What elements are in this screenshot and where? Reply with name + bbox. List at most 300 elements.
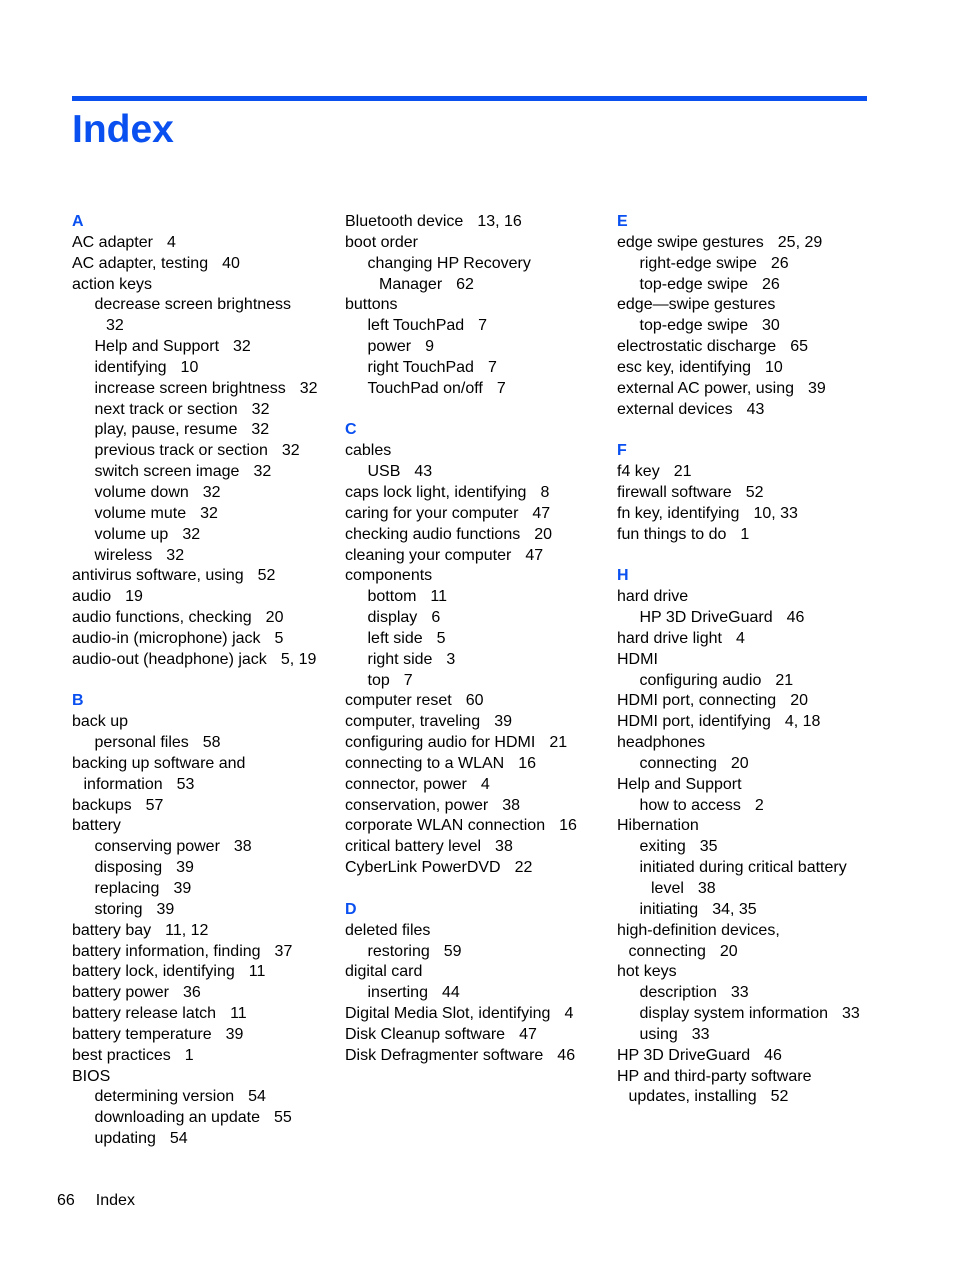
index-entry [72, 233, 318, 254]
index-entry [617, 504, 860, 525]
index-subentry [345, 942, 577, 963]
index-entry-continuation [617, 942, 860, 963]
index-subentry [617, 608, 860, 629]
page-reference: 4 [564, 1005, 574, 1023]
index-entry [345, 504, 577, 525]
index-subentry [345, 379, 577, 400]
index-entry [617, 525, 860, 546]
page-reference: 32 [202, 483, 221, 501]
entry-term: connecting to a WLAN [345, 754, 505, 772]
index-entry [345, 525, 577, 546]
index-entry [617, 921, 860, 942]
entry-term: Help and Support [617, 775, 742, 793]
page-reference: 39 [176, 859, 194, 877]
page-reference: 13, 16 [477, 213, 522, 230]
page-reference: 33 [842, 1005, 860, 1023]
entry-term: determining version [94, 1088, 235, 1106]
entry-term: boot order [345, 233, 418, 251]
index-entry-continuation [72, 775, 318, 796]
entry-term: right side [367, 650, 433, 668]
index-subentry [72, 358, 318, 379]
section-spacer [345, 400, 577, 421]
page-reference: 59 [443, 942, 462, 960]
entry-term: top [367, 671, 390, 689]
index-subentry [617, 671, 860, 692]
page-reference: 7 [487, 358, 497, 376]
title-rule [72, 96, 867, 101]
entry-term: volume up [94, 525, 169, 543]
index-subentry [72, 858, 318, 879]
page-reference: 44 [441, 984, 460, 1002]
page-reference: 5 [274, 629, 284, 647]
page-reference: 21 [775, 671, 794, 689]
page-reference: 30 [762, 317, 780, 335]
page-reference: 32 [233, 338, 251, 356]
page-number: 66 [57, 1192, 75, 1209]
entry-term: personal files [94, 734, 189, 752]
entry-term: conservation, power [345, 796, 489, 814]
footer-label: Index [95, 1192, 135, 1209]
page-title: Index [72, 108, 174, 151]
index-entry [345, 233, 577, 254]
index-subentry [72, 1087, 318, 1108]
index-entry [72, 983, 318, 1004]
index-subentry [617, 983, 860, 1004]
entry-term: battery release latch [72, 1005, 217, 1023]
index-entry [617, 379, 860, 400]
entry-term: hard drive [617, 588, 689, 606]
entry-term: configuring audio [639, 671, 762, 689]
section-letter: H [617, 567, 629, 585]
index-entry [72, 816, 318, 837]
page-reference: 37 [274, 942, 293, 960]
page-reference: 38 [495, 838, 513, 856]
page-reference: 32 [299, 379, 318, 397]
page-reference: 11, 12 [165, 921, 209, 939]
page-reference: 4 [480, 775, 490, 793]
page-reference: 5 [436, 629, 446, 647]
index-entry [617, 733, 860, 754]
entry-term: critical battery level [345, 838, 482, 856]
page-reference: 47 [532, 504, 551, 522]
index-entry [617, 233, 860, 254]
entry-term: display system information [639, 1005, 829, 1023]
entry-term: deleted files [345, 921, 431, 939]
page-reference: 32 [253, 463, 272, 481]
index-entry [345, 837, 577, 858]
page-reference: 11 [230, 1005, 247, 1023]
entry-term: BIOS [72, 1067, 111, 1085]
page-reference: 32 [251, 421, 270, 439]
entry-term: high-definition devices, [617, 921, 780, 939]
entry-term: cables [345, 442, 392, 460]
entry-term: audio [72, 588, 112, 606]
entry-term: action keys [72, 275, 153, 293]
page-reference: 33 [730, 984, 749, 1002]
entry-term: initiated during critical battery [639, 859, 847, 877]
entry-term: battery lock, identifying [72, 963, 235, 981]
index-subentry [617, 1004, 860, 1025]
entry-term: power [367, 338, 412, 356]
index-subentry [617, 900, 860, 921]
page-reference: 25, 29 [777, 233, 823, 251]
index-entry [345, 816, 577, 837]
entry-term: caps lock light, identifying [345, 483, 527, 501]
entry-term: AC adapter, testing [72, 254, 209, 272]
entry-term: battery information, finding [72, 942, 261, 960]
page-reference: 20 [265, 609, 284, 627]
entry-term: CyberLink PowerDVD [345, 859, 501, 877]
index-entry [72, 566, 318, 587]
entry-term: connecting [639, 754, 717, 772]
entry-term: connecting [628, 942, 706, 960]
index-subentry [345, 608, 577, 629]
entry-term: HDMI [617, 650, 658, 668]
entry-term: components [345, 567, 433, 585]
entry-term: downloading an update [94, 1109, 260, 1127]
entry-term: battery power [72, 984, 169, 1002]
index-subentry [72, 1129, 318, 1150]
page-reference: 8 [540, 483, 550, 501]
entry-term: changing HP Recovery [367, 254, 531, 272]
entry-term: previous track or section [94, 442, 268, 460]
entry-term: battery temperature [72, 1025, 212, 1043]
page-reference: 58 [202, 734, 221, 752]
index-subentry [345, 254, 577, 275]
entry-term: HDMI port, identifying [617, 713, 771, 731]
entry-term: backing up software and [72, 754, 246, 772]
index-subentry [345, 316, 577, 337]
entry-term: corporate WLAN connection [345, 817, 546, 835]
entry-term: configuring audio for HDMI [345, 734, 536, 752]
index-entry [617, 462, 860, 483]
index-entry [72, 754, 318, 775]
index-entry [72, 254, 318, 275]
index-subentry [72, 295, 318, 316]
page-reference: 54 [248, 1088, 266, 1106]
page-reference: 4, 18 [784, 713, 821, 731]
section-letter: A [72, 213, 84, 230]
section-letter: B [72, 692, 84, 710]
page-reference: 10 [765, 358, 783, 376]
entry-term: decrease screen brightness [94, 296, 292, 314]
index-subentry [72, 400, 318, 421]
page-reference: 20 [719, 942, 738, 960]
entry-term: HP 3D DriveGuard [639, 609, 773, 627]
page-reference: 38 [502, 796, 520, 814]
entry-term: display [367, 609, 418, 627]
entry-term: computer, traveling [345, 713, 481, 731]
index-entry [617, 775, 860, 796]
entry-term: esc key, identifying [617, 358, 751, 376]
entry-term: battery [72, 817, 121, 835]
page-reference: 20 [730, 754, 749, 772]
entry-term: wireless [94, 546, 153, 564]
page-reference: 22 [514, 859, 533, 877]
section-spacer [617, 546, 860, 567]
index-subentry [72, 900, 318, 921]
index-column-1 [72, 212, 318, 1150]
index-entry [345, 1046, 577, 1067]
index-entry [617, 295, 860, 316]
index-subentry [72, 504, 318, 525]
index-entry [345, 1004, 577, 1025]
entry-term: hot keys [617, 963, 677, 981]
index-subentry [617, 858, 860, 879]
index-subentry [617, 1025, 860, 1046]
entry-term: best practices [72, 1046, 171, 1064]
entry-term: battery bay [72, 921, 152, 939]
index-entry [617, 483, 860, 504]
index-entry [617, 691, 860, 712]
index-subentry [345, 650, 577, 671]
entry-term: AC adapter [72, 233, 153, 251]
section-spacer [345, 879, 577, 900]
page-reference: 7 [403, 671, 413, 689]
entry-term: conserving power [94, 838, 220, 856]
page-reference: 46 [764, 1046, 782, 1064]
page-reference: 32 [106, 317, 124, 335]
index-entry-continuation [617, 879, 860, 900]
entry-term: information [83, 775, 163, 793]
section-letter: E [617, 213, 628, 230]
index-entry [345, 962, 577, 983]
page-reference: 57 [145, 796, 164, 814]
index-subentry [72, 420, 318, 441]
index-entry-continuation [72, 316, 318, 337]
index-entry [617, 1067, 860, 1088]
index-subentry [72, 1108, 318, 1129]
entry-term: back up [72, 713, 129, 731]
index-entry [345, 921, 577, 942]
entry-term: right-edge swipe [639, 254, 757, 272]
page-reference: 20 [790, 692, 808, 710]
entry-term: external AC power, using [617, 379, 794, 397]
entry-term: buttons [345, 296, 398, 314]
index-entry [345, 295, 577, 316]
index-subentry [72, 837, 318, 858]
index-column-3 [617, 212, 860, 1108]
page-reference: 65 [790, 338, 808, 356]
page-reference: 38 [697, 880, 716, 897]
page-reference: 46 [786, 609, 805, 627]
page-reference: 35 [699, 838, 718, 856]
index-entry [345, 712, 577, 733]
index-entry [72, 1067, 318, 1088]
page-reference: 32 [281, 442, 300, 460]
index-subentry [617, 796, 860, 817]
page-reference: 21 [673, 463, 692, 481]
index-entry [72, 1025, 318, 1046]
page-reference: 39 [173, 880, 192, 897]
index-entry [345, 566, 577, 587]
section-spacer [72, 671, 318, 692]
entry-term: audio functions, checking [72, 609, 252, 627]
index-entry [72, 587, 318, 608]
page-reference: 32 [182, 525, 201, 543]
index-subentry [72, 337, 318, 358]
entry-term: left TouchPad [367, 317, 465, 335]
entry-term: level [651, 880, 684, 897]
page-footer [57, 1191, 135, 1211]
page-reference: 26 [770, 254, 789, 272]
page-reference: 7 [496, 379, 506, 397]
entry-term: backups [72, 796, 132, 814]
entry-term: Disk Cleanup software [345, 1025, 506, 1043]
index-entry [345, 691, 577, 712]
index-subentry [345, 671, 577, 692]
page-reference: 46 [557, 1046, 576, 1064]
entry-term: switch screen image [94, 463, 240, 481]
entry-term: how to access [639, 796, 741, 814]
entry-term: connector, power [345, 775, 467, 793]
page-reference: 39 [808, 379, 826, 397]
index-entry [72, 796, 318, 817]
entry-term: next track or section [94, 400, 238, 418]
entry-term: description [639, 984, 717, 1002]
page-reference: 4 [735, 629, 745, 647]
entry-term: Disk Defragmenter software [345, 1046, 544, 1064]
index-entry [617, 400, 860, 421]
index-entry [617, 650, 860, 671]
index-subentry [72, 462, 318, 483]
entry-term: checking audio functions [345, 525, 521, 543]
page-reference: 32 [166, 546, 185, 564]
entry-term: top-edge swipe [639, 275, 749, 293]
page-reference: 19 [125, 588, 143, 606]
page-reference: 26 [762, 275, 780, 293]
section-letter: D [345, 900, 357, 918]
index-entry [617, 629, 860, 650]
page-reference: 9 [425, 338, 434, 356]
entry-term: Help and Support [94, 338, 220, 356]
index-subentry [345, 629, 577, 650]
page-reference: 3 [446, 650, 456, 668]
index-subentry [345, 358, 577, 379]
entry-term: HP and third-party software [617, 1067, 812, 1085]
section-letter: C [345, 421, 357, 439]
index-subentry [345, 587, 577, 608]
entry-term: fun things to do [617, 525, 727, 543]
entry-term: Digital Media Slot, identifying [345, 1005, 551, 1023]
page-reference: 11 [430, 588, 448, 606]
entry-term: digital card [345, 963, 423, 981]
index-entry-continuation [345, 275, 577, 296]
index-entry [345, 796, 577, 817]
entry-term: external devices [617, 400, 733, 418]
page-reference: 32 [251, 400, 270, 418]
page-reference: 7 [478, 317, 488, 335]
page-reference: 40 [222, 254, 240, 272]
entry-term: right TouchPad [367, 358, 474, 376]
entry-term: volume down [94, 483, 189, 501]
entry-term: Hibernation [617, 817, 699, 835]
entry-term: edge swipe gestures [617, 233, 764, 251]
page-reference: 16 [559, 817, 577, 835]
page-reference: 39 [494, 713, 512, 731]
index-entry [72, 962, 318, 983]
index-entry [617, 358, 860, 379]
entry-term: Bluetooth device [345, 213, 464, 230]
entry-term: replacing [94, 880, 160, 897]
page-reference: 1 [184, 1046, 194, 1064]
entry-term: cleaning your computer [345, 546, 512, 564]
index-entry [345, 775, 577, 796]
entry-term: bottom [367, 588, 417, 606]
page-reference: 53 [176, 775, 195, 793]
index-subentry [617, 254, 860, 275]
entry-term: using [639, 1025, 678, 1043]
index-entry [617, 816, 860, 837]
page-reference: 33 [691, 1025, 710, 1043]
page-reference: 60 [465, 692, 484, 710]
index-entry [617, 962, 860, 983]
index-entry-continuation [617, 1087, 860, 1108]
index-entry [345, 441, 577, 462]
page-reference: 1 [740, 525, 750, 543]
section-letter: F [617, 442, 627, 460]
entry-term: TouchPad on/off [367, 379, 483, 397]
entry-term: inserting [367, 984, 428, 1002]
index-subentry [617, 275, 860, 296]
index-entry [345, 212, 577, 233]
entry-term: storing [94, 900, 143, 918]
entry-term: updates, installing [628, 1088, 757, 1106]
index-subentry [72, 879, 318, 900]
page-reference: 32 [200, 504, 218, 522]
index-subentry [72, 379, 318, 400]
page-reference: 62 [456, 275, 474, 293]
index-entry [617, 587, 860, 608]
index-subentry [72, 546, 318, 567]
entry-term: top-edge swipe [639, 317, 749, 335]
index-entry [345, 483, 577, 504]
page-reference: 16 [518, 754, 536, 772]
index-entry [72, 650, 318, 671]
entry-term: HDMI port, connecting [617, 692, 777, 710]
entry-term: fn key, identifying [617, 504, 740, 522]
page-reference: 52 [257, 567, 276, 585]
page-reference: 10 [180, 358, 199, 376]
index-subentry [617, 837, 860, 858]
index-entry [72, 1004, 318, 1025]
index-subentry [345, 462, 577, 483]
page-reference: 52 [745, 483, 764, 501]
index-entry [617, 712, 860, 733]
index-entry [72, 712, 318, 733]
page-reference: 6 [431, 609, 441, 627]
entry-term: computer reset [345, 692, 452, 710]
entry-term: antivirus software, using [72, 567, 244, 585]
entry-term: volume mute [94, 504, 187, 522]
page-reference: 54 [169, 1130, 188, 1148]
index-column-2 [345, 212, 577, 1067]
entry-term: left side [367, 629, 423, 647]
index-subentry [345, 983, 577, 1004]
index-subentry [72, 483, 318, 504]
page-reference: 11 [248, 963, 266, 981]
index-subentry [617, 316, 860, 337]
index-entry [617, 337, 860, 358]
entry-term: updating [94, 1130, 156, 1148]
entry-term: identifying [94, 358, 167, 376]
entry-term: audio-in (microphone) jack [72, 629, 261, 647]
index-entry [617, 1046, 860, 1067]
page-reference: 39 [225, 1025, 244, 1043]
index-entry [345, 546, 577, 567]
index-entry [72, 275, 318, 296]
page-reference: 43 [746, 400, 765, 418]
